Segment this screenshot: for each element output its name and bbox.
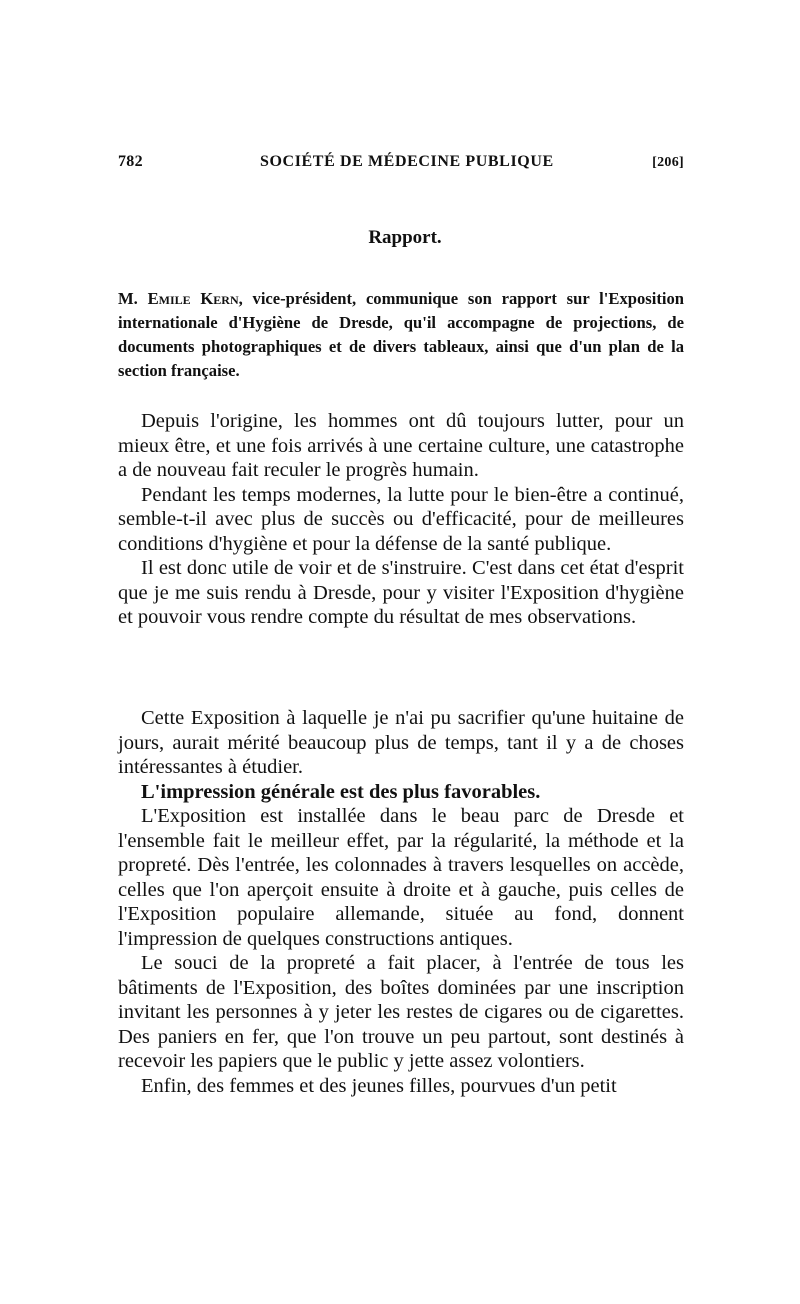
body-block-1 — [118, 409, 684, 630]
paragraph-6: L'Exposition est installée dans le beau parc de Dresde et l'ensemble fait le meilleur effet, par la régularité, la méthode et la propreté. Dès l'entrée, les colonnades à travers lesquelles on accède, celles que l'on aperçoit ensuite à droite et à gauche, puis celles de l'Exposition populaire allemande, située au fond, donnent l'impression de quelques constructions antiques. — [118, 805, 684, 950]
journal-title: SOCIÉTÉ DE MÉDECINE PUBLIQUE — [260, 153, 554, 170]
paragraph-3: Il est donc utile de voir et de s'instruire. C'est dans cet état d'esprit que je me suis rendu à Dresde, pour y visiter l'Exposition d'hygiène et pouvoir vous rendre compte du résultat de mes observations. — [118, 557, 684, 628]
paragraph-4: Cette Exposition à laquelle je n'ai pu sacrifier qu'une huitaine de jours, aurait mérité beaucoup plus de temps, tant il y a de choses intéressantes à étudier. — [118, 707, 684, 778]
page-number: 782 — [118, 153, 143, 170]
paragraph-2: Pendant les temps modernes, la lutte pour le bien-être a continué, semble-t-il avec plus de succès ou d'efficacité, pour de meilleures conditions d'hygiène et pour la défense de la santé publique. — [118, 483, 684, 555]
running-header — [118, 153, 684, 177]
paragraph-7: Le souci de la propreté a fait placer, à l'entrée de tous les bâtiments de l'Exposition, des boîtes dominées par une inscription invitant les personnes à y jeter les restes de cigares ou de cigarettes. Des paniers en fer, que l'on trouve un peu partout, sont destinés à recevoir les papiers que le public y jette assez volontiers. — [118, 952, 684, 1072]
body-block-2 — [118, 706, 684, 1098]
paragraph-1: Depuis l'origine, les hommes ont dû toujours lutter, pour un mieux être, et une fois arrivés à une certaine culture, une catastrophe a de nouveau fait reculer le progrès humain. — [118, 410, 684, 481]
section-number: [206] — [652, 155, 684, 170]
intro-prefix: M. — [118, 289, 138, 308]
paragraph-8: Enfin, des femmes et des jeunes filles, pourvues d'un petit — [141, 1074, 617, 1097]
intro-paragraph — [118, 287, 684, 383]
intro-text: , vice-président, communique son rapport sur l'Exposition internationale d'Hygiène de Dresde, qu'il accompagne de projections, de documents photographiques et de divers tableaux, ainsi que d'un plan de la section française. — [118, 289, 684, 380]
author-name: Emile Kern — [147, 289, 239, 308]
section-title: Rapport. — [368, 227, 442, 248]
paragraph-5: L'impression générale est des plus favorables. — [141, 780, 541, 803]
